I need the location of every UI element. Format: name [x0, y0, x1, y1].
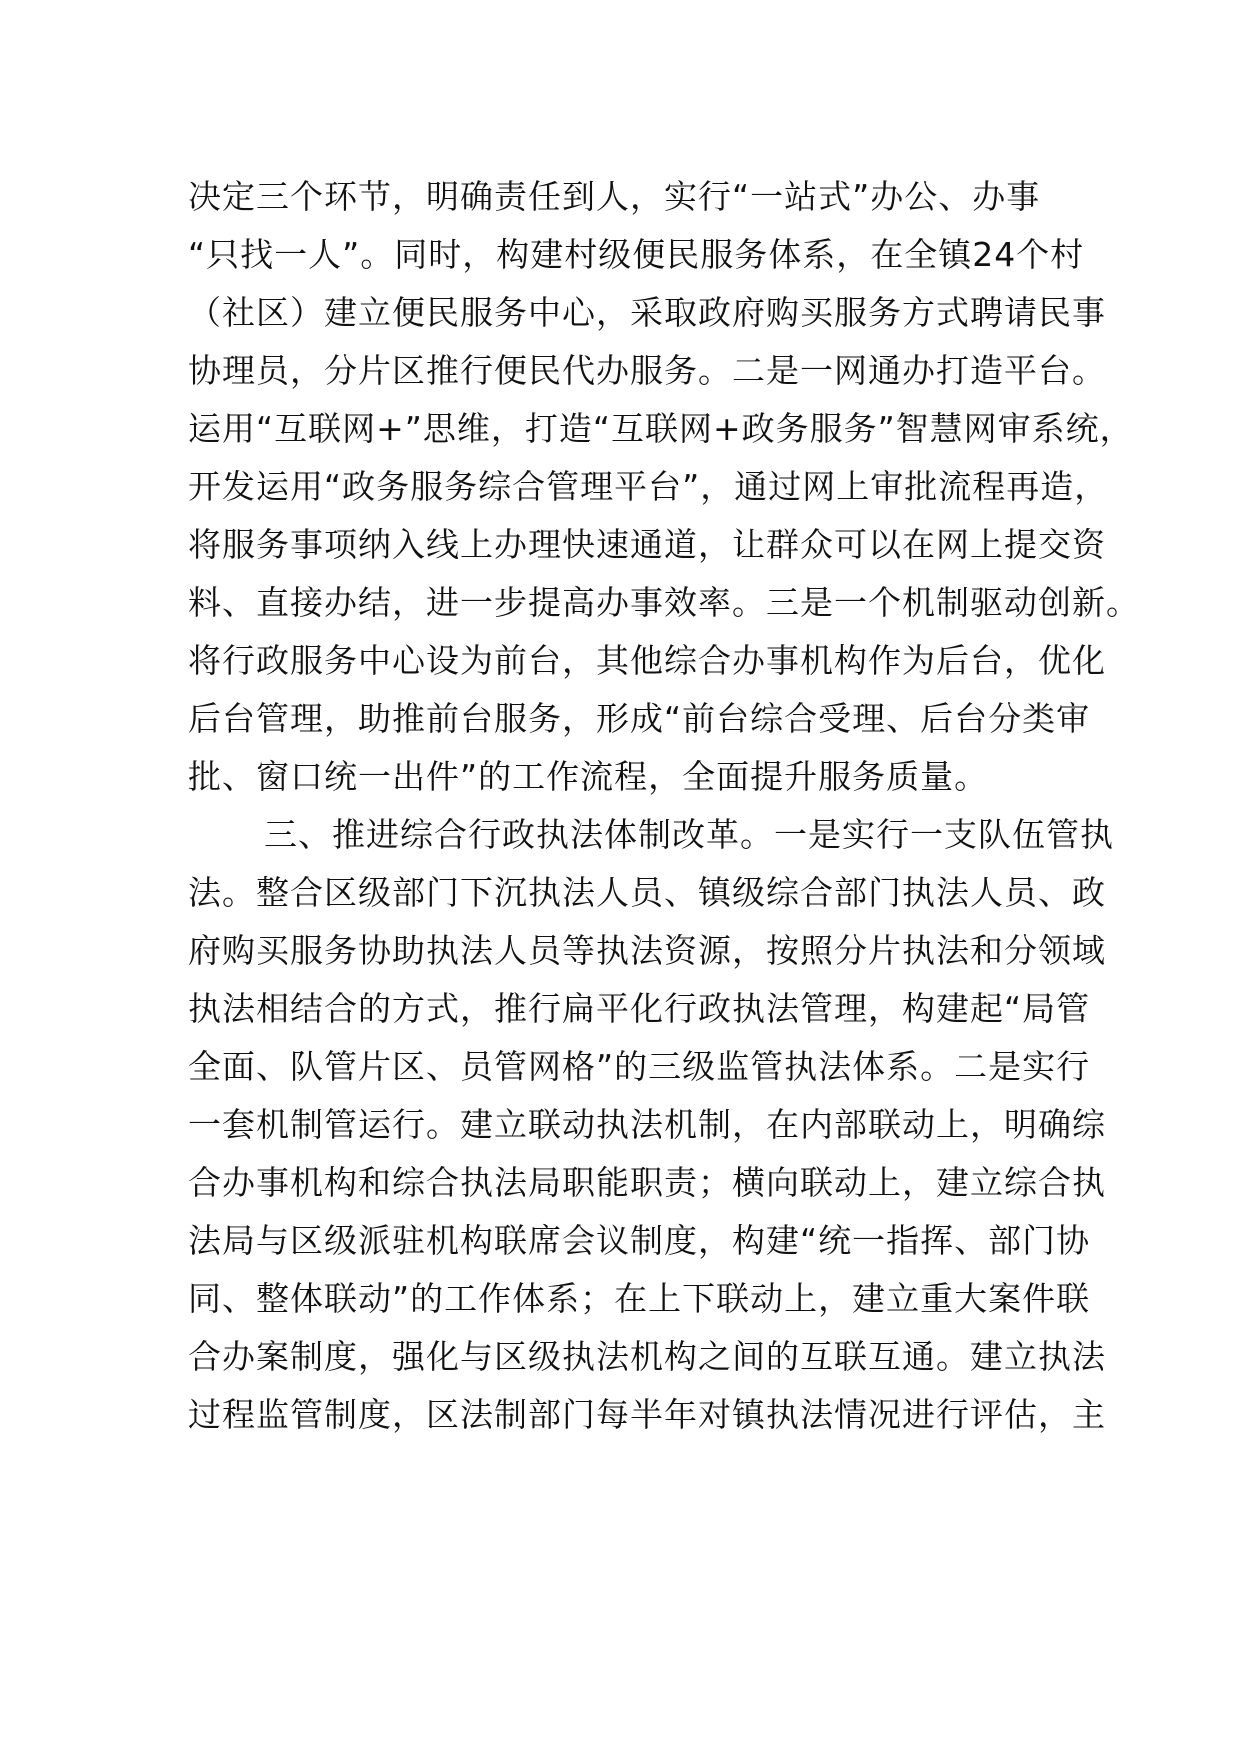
- body-text-line: 将行政服务中心设为前台，其他综合办事机构作为后台，优化: [188, 641, 1106, 680]
- body-text-line: 运用“互联网+”思维，打造“互联网+政务服务”智慧网审系统，: [188, 409, 1134, 448]
- section-heading-line: 三、推进综合行政执法体制改革。一是实行一支队伍管执: [264, 815, 1114, 854]
- body-text-line: 批、窗口统一出件”的工作流程，全面提升服务质量。: [188, 757, 989, 796]
- body-text-line: 将服务事项纳入线上办理快速通道，让群众可以在网上提交资: [188, 525, 1106, 564]
- body-text-line: 决定三个环节，明确责任到人，实行“一站式”办公、办事: [188, 177, 1041, 216]
- body-text-line: 一套机制管运行。建立联动执法机制，在内部联动上，明确综: [188, 1105, 1106, 1144]
- body-text-line: “只找一人”。同时，构建村级便民服务体系，在全镇24个村: [188, 235, 1085, 274]
- body-text-line: 料、直接办结，进一步提高办事效率。三是一个机制驱动创新。: [188, 583, 1140, 622]
- body-text-line: 同、整体联动”的工作体系；在上下联动上，建立重大案件联: [188, 1279, 1091, 1318]
- body-text-line: 法。整合区级部门下沉执法人员、镇级综合部门执法人员、政: [188, 873, 1106, 912]
- body-text-line: 协理员，分片区推行便民代办服务。二是一网通办打造平台。: [188, 351, 1106, 390]
- body-text-line: 合办案制度，强化与区级执法机构之间的互联互通。建立执法: [188, 1337, 1106, 1376]
- body-text-line: 府购买服务协助执法人员等执法资源，按照分片执法和分领域: [188, 931, 1106, 970]
- body-text-line: 合办事机构和综合执法局职能职责；横向联动上，建立综合执: [188, 1163, 1106, 1202]
- body-text-line: 过程监管制度，区法制部门每半年对镇执法情况进行评估，主: [188, 1395, 1106, 1434]
- body-text-line: （社区）建立便民服务中心，采取政府购买服务方式聘请民事: [188, 293, 1106, 332]
- body-text-line: 法局与区级派驻机构联席会议制度，构建“统一指挥、部门协: [188, 1221, 1091, 1260]
- body-text-line: 开发运用“政务服务综合管理平台”，通过网上审批流程再造，: [188, 467, 1109, 506]
- body-text-line: 全面、队管片区、员管网格”的三级监管执法体系。二是实行: [188, 1047, 1091, 1086]
- body-text-line: 后台管理，助推前台服务，形成“前台综合受理、后台分类审: [188, 699, 1091, 738]
- body-text-line: 执法相结合的方式，推行扁平化行政执法管理，构建起“局管: [188, 989, 1091, 1028]
